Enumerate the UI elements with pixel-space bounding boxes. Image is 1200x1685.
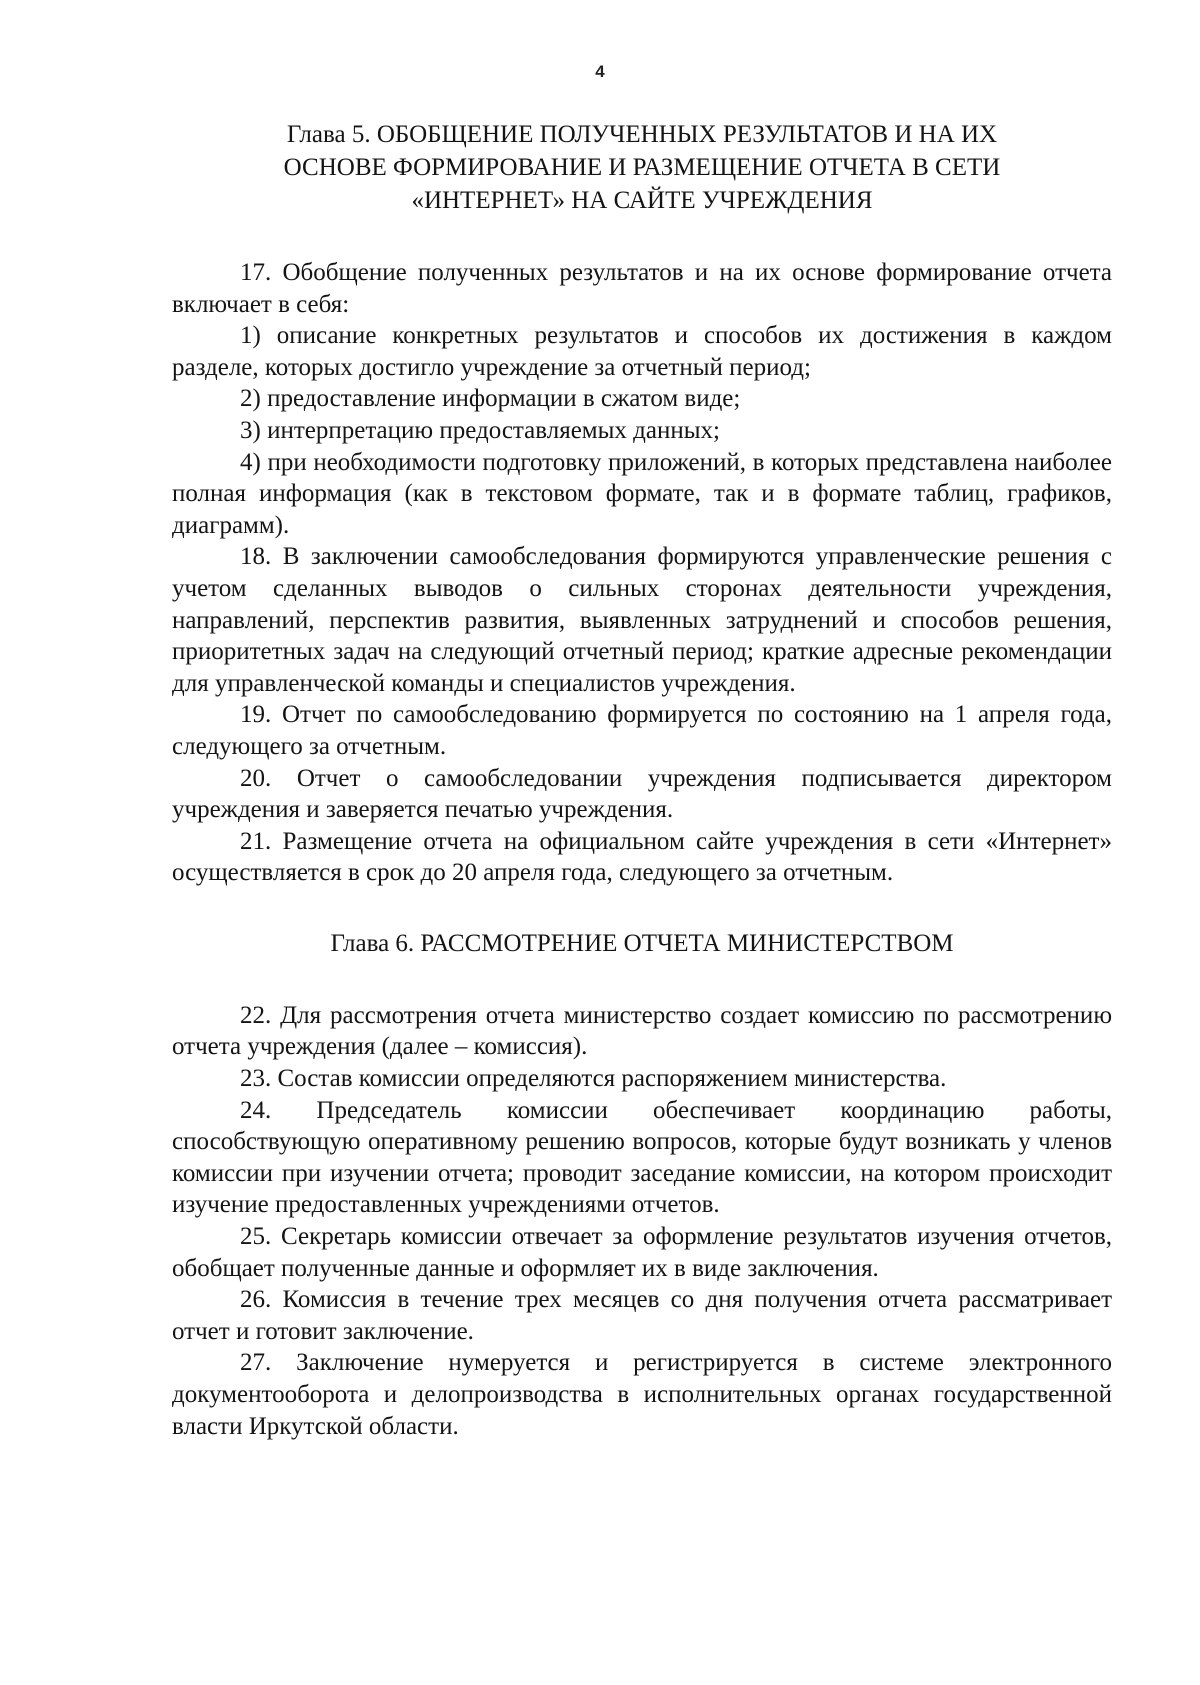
paragraph-23: 23. Состав комиссии определяются распоряжением министерства. xyxy=(240,1065,947,1093)
paragraph-19: 19. Отчет по самообследованию формируется по состоянию на 1 апреля года, следующего за отчетным. xyxy=(172,701,1112,760)
paragraph-27: 27. Заключение нумеруется и регистрируется в системе электронного документооборота и делопроизводства в исполнительных органах государственной власти Иркутской области. xyxy=(172,1349,1112,1440)
chapter-5-title-line-1: Глава 5. ОБОБЩЕНИЕ ПОЛУЧЕННЫХ РЕЗУЛЬТАТОВ И НА ИХ xyxy=(286,121,998,148)
chapter-5-title xyxy=(172,118,1112,217)
paragraph-17: 17. Обобщение полученных результатов и на их основе формирование отчета включает в себя: xyxy=(172,259,1112,318)
paragraph-25: 25. Секретарь комиссии отвечает за оформление результатов изучения отчетов, обобщает полученные данные и оформляет их в виде заключения. xyxy=(172,1223,1112,1282)
list-item-1: 1) описание конкретных результатов и способов их достижения в каждом разделе, которых достигло учреждение за отчетный период; xyxy=(172,322,1112,381)
list-item-2: 2) предоставление информации в сжатом виде; xyxy=(240,385,741,413)
paragraph-20: 20. Отчет о самообследовании учреждения подписывается директором учреждения и заверяется печатью учреждения. xyxy=(172,764,1112,824)
paragraph-26: 26. Комиссия в течение трех месяцев со дня получения отчета рассматривает отчет и готовит заключение. xyxy=(172,1286,1112,1345)
page-content xyxy=(172,118,1112,1442)
chapter-5-body xyxy=(172,257,1112,889)
chapter-5-title-line-2: ОСНОВЕ ФОРМИРОВАНИЕ И РАЗМЕЩЕНИЕ ОТЧЕТА В СЕТИ xyxy=(283,154,1001,181)
page-number: 4 xyxy=(595,62,605,81)
chapter-6-body xyxy=(172,1000,1112,1442)
chapter-6-title: Глава 6. РАССМОТРЕНИЕ ОТЧЕТА МИНИСТЕРСТВОМ xyxy=(330,929,954,957)
paragraph-24: 24. Председатель комиссии обеспечивает координацию работы, способствующую оперативному решению вопросов, которые будут возникать у членов комиссии при изучении отчета; проводит заседание комиссии, на котором происходит изучение предоставленных учреждениями отчетов. xyxy=(172,1096,1112,1219)
paragraph-21: 21. Размещение отчета на официальном сайте учреждения в сети «Интернет» осуществляется в срок до 20 апреля года, следующего за отчетным. xyxy=(172,827,1112,887)
list-item-3: 3) интерпретацию предоставляемых данных; xyxy=(240,416,720,444)
list-item-4: 4) при необходимости подготовку приложений, в которых представлена наиболее полная информация (как в текстовом формате, так и в формате таблиц, графиков, диаграмм). xyxy=(172,448,1112,539)
paragraph-22: 22. Для рассмотрения отчета министерство создает комиссию по рассмотрению отчета учреждения (далее – комиссия). xyxy=(172,1001,1112,1061)
paragraph-18: 18. В заключении самообследования формируются управленческие решения с учетом сделанных выводов о сильных сторонах деятельности учреждения, направлений, перспектив развития, выявленных затруднений и способов решения, приоритетных задач на следующий отчетный период; краткие адресные рекомендации для управленческой команды и специалистов учреждения. xyxy=(172,543,1112,697)
chapter-5-title-line-3: «ИНТЕРНЕТ» НА САЙТЕ УЧРЕЖДЕНИЯ xyxy=(411,187,873,214)
